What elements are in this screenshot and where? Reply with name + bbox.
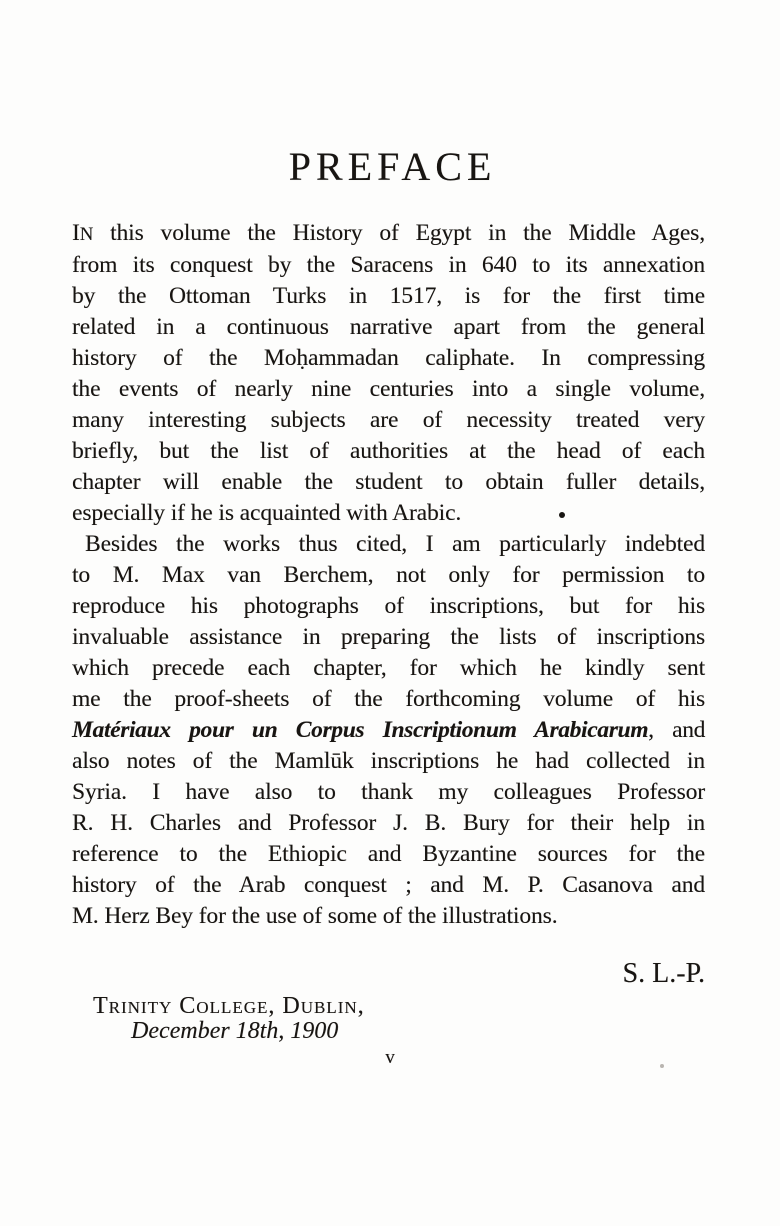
text-segment: , and	[648, 717, 705, 743]
body-line	[72, 839, 705, 870]
text-segment: R. H. Charles and Professor J. B. Bury for their help in	[72, 810, 705, 836]
body-line	[72, 653, 705, 684]
text-segment: by the Ottoman Turks in 1517, is for the first time	[72, 283, 705, 309]
body-line	[72, 312, 705, 343]
body-line	[72, 870, 705, 901]
page-title: PREFACE	[288, 144, 497, 189]
body-line	[72, 218, 705, 250]
body-line	[72, 715, 705, 746]
text-segment: Besides the works thus cited, I am particularly indebted	[85, 531, 705, 557]
body-line	[72, 529, 705, 560]
text-segment: me the proof-sheets of the forthcoming volume of his	[72, 686, 705, 712]
body-line	[72, 684, 705, 715]
body-line	[72, 281, 705, 312]
body-line	[72, 250, 705, 281]
date-line: December 18th, 1900	[131, 1018, 339, 1044]
text-segment: from its conquest by the Saracens in 640 to its annexation	[72, 252, 705, 278]
body-line	[72, 622, 705, 653]
text-segment: related in a continuous narrative apart from the general	[72, 314, 705, 340]
text-segment: many interesting subjects are of necessity treated very	[72, 407, 705, 433]
body-line	[72, 560, 705, 591]
text-segment: M. Herz Bey for the use of some of the illustrations.	[72, 903, 558, 929]
text-segment: also notes of the Mamlūk inscriptions he had collected in	[72, 748, 705, 774]
body-line	[72, 498, 705, 529]
body-line	[72, 374, 705, 405]
body-line	[72, 808, 705, 839]
text-segment: I	[72, 220, 80, 246]
text-segment: briefly, but the list of authorities at the head of each	[72, 438, 705, 464]
smallcap-text-segment: N	[79, 224, 94, 245]
body-line	[72, 901, 705, 932]
body-line	[72, 467, 705, 498]
body-line	[72, 746, 705, 777]
ink-dot-artifact	[559, 512, 565, 518]
text-segment: reproduce his photographs of inscriptions, but for his	[72, 593, 705, 619]
text-segment: invaluable assistance in preparing the lists of inscriptions	[72, 624, 705, 650]
signature: S. L.-P.	[622, 958, 705, 989]
text-segment: to M. Max van Berchem, not only for permission to	[72, 562, 705, 588]
text-segment: history of the Arab conquest ; and M. P. Casanova and	[72, 872, 705, 898]
body-line	[72, 436, 705, 467]
italic-text-segment: Matériaux pour un Corpus Inscriptionum Arabicarum	[72, 717, 649, 743]
text-segment: history of the Moḥammadan caliphate. In compressing	[72, 345, 705, 371]
body-line	[72, 591, 705, 622]
location-line: Trinity College, Dublin,	[93, 993, 365, 1019]
text-segment: this volume the History of Egypt in the Middle Ages,	[93, 220, 705, 246]
text-segment: chapter will enable the student to obtain fuller details,	[72, 469, 705, 495]
text-segment: reference to the Ethiopic and Byzantine sources for the	[72, 841, 705, 867]
body-line	[72, 343, 705, 374]
body-line	[72, 777, 705, 808]
body-line	[72, 405, 705, 436]
text-segment: Syria. I have also to thank my colleagues Professor	[72, 779, 705, 805]
body-text	[72, 218, 705, 932]
text-segment: especially if he is acquainted with Arabic.	[72, 500, 462, 526]
text-segment: which precede each chapter, for which he kindly sent	[72, 655, 705, 681]
page-number: v	[385, 1047, 395, 1068]
text-segment: the events of nearly nine centuries into a single volume,	[72, 376, 705, 402]
